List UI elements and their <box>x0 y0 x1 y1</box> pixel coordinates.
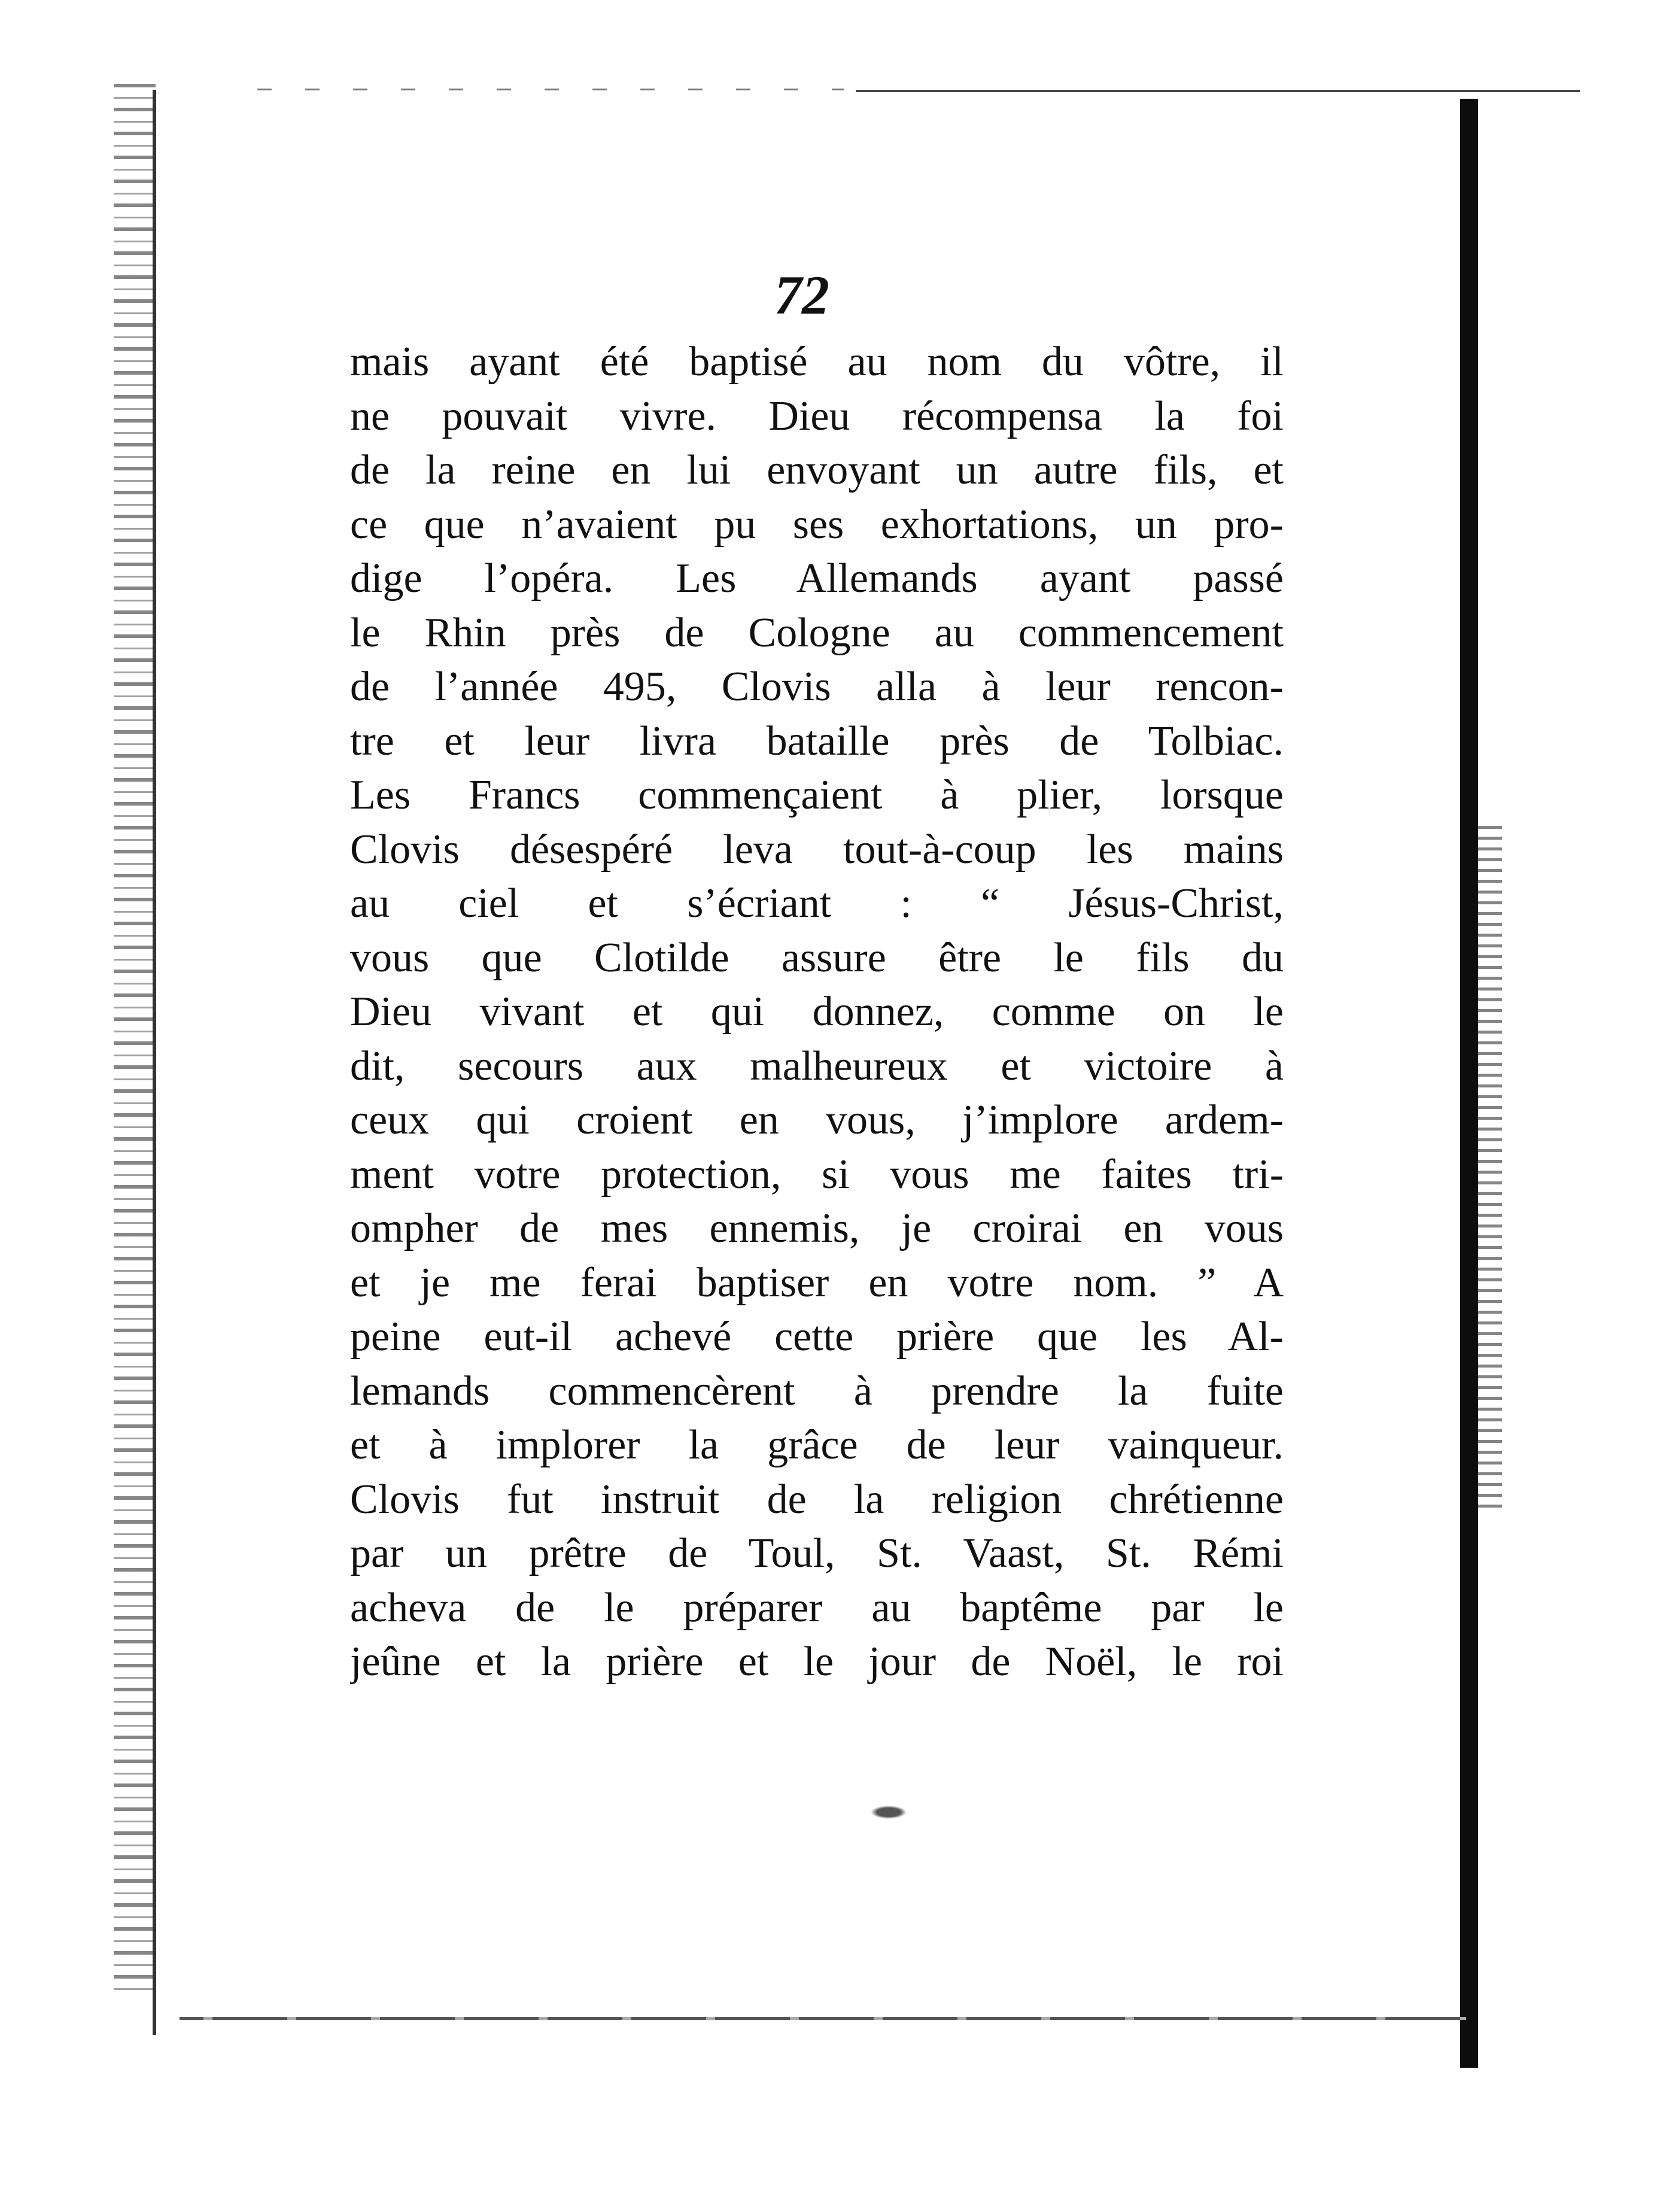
text-line: ceux qui croient en vous, j’implore ardem- <box>350 1097 1284 1143</box>
text-line: ompher de mes ennemis, je croirai en vous <box>350 1205 1284 1251</box>
scan-top-rule <box>856 90 1580 92</box>
text-line: ne pouvait vivre. Dieu récompensa la foi <box>350 393 1284 439</box>
text-line: et je me ferai baptiser en votre nom. ” A <box>350 1259 1284 1306</box>
text-line: vous que Clotilde assure être le fils du <box>350 934 1284 981</box>
scan-bottom-rule <box>180 2017 1466 2020</box>
text-line: au ciel et s’écriant : “ Jésus-Christ, <box>350 880 1284 926</box>
text-line: dige l’opéra. Les Allemands ayant passé <box>350 555 1284 601</box>
text-line: ment votre protection, si vous me faites tri- <box>350 1151 1284 1198</box>
text-line: Clovis désespéré leva tout-à-coup les mains <box>350 826 1284 873</box>
text-line: Clovis fut instruit de la religion chrétienne <box>350 1476 1284 1523</box>
text-line: de la reine en lui envoyant un autre fils, et <box>350 447 1284 493</box>
text-line: mais ayant été baptisé au nom du vôtre, il <box>350 339 1284 385</box>
text-line: le Rhin près de Cologne au commencement <box>350 609 1284 656</box>
text-line: Les Francs commençaient à plier, lorsque <box>350 772 1284 818</box>
text-line: jeûne et la prière et le jour de Noël, le roi <box>350 1639 1284 1685</box>
ornament-smudge <box>868 1804 910 1820</box>
scan-left-edge-line <box>153 90 156 2035</box>
text-block <box>350 335 1284 1690</box>
text-line: acheva de le préparer au baptême par le <box>350 1584 1284 1631</box>
page-number: 72 <box>774 265 829 326</box>
text-line: dit, secours aux malheureux et victoire à <box>350 1043 1284 1089</box>
scan-left-edge <box>114 84 156 1999</box>
scan-right-edge <box>1460 99 1478 2068</box>
text-line: peine eut-il achevé cette prière que les Al- <box>350 1314 1284 1360</box>
text-line: de l’année 495, Clovis alla à leur rencon- <box>350 664 1284 710</box>
scan-right-edge-fray <box>1478 826 1502 1514</box>
text-line: par un prêtre de Toul, St. Vaast, St. Rémi <box>350 1530 1284 1576</box>
text-line: tre et leur livra bataille près de Tolbiac. <box>350 718 1284 764</box>
text-line: et à implorer la grâce de leur vainqueur. <box>350 1422 1284 1468</box>
scan-top-dashes <box>257 89 844 90</box>
text-line: Dieu vivant et qui donnez, comme on le <box>350 989 1284 1035</box>
text-line: ce que n’avaient pu ses exhortations, un pro- <box>350 501 1284 548</box>
text-line: lemands commencèrent à prendre la fuite <box>350 1368 1284 1414</box>
